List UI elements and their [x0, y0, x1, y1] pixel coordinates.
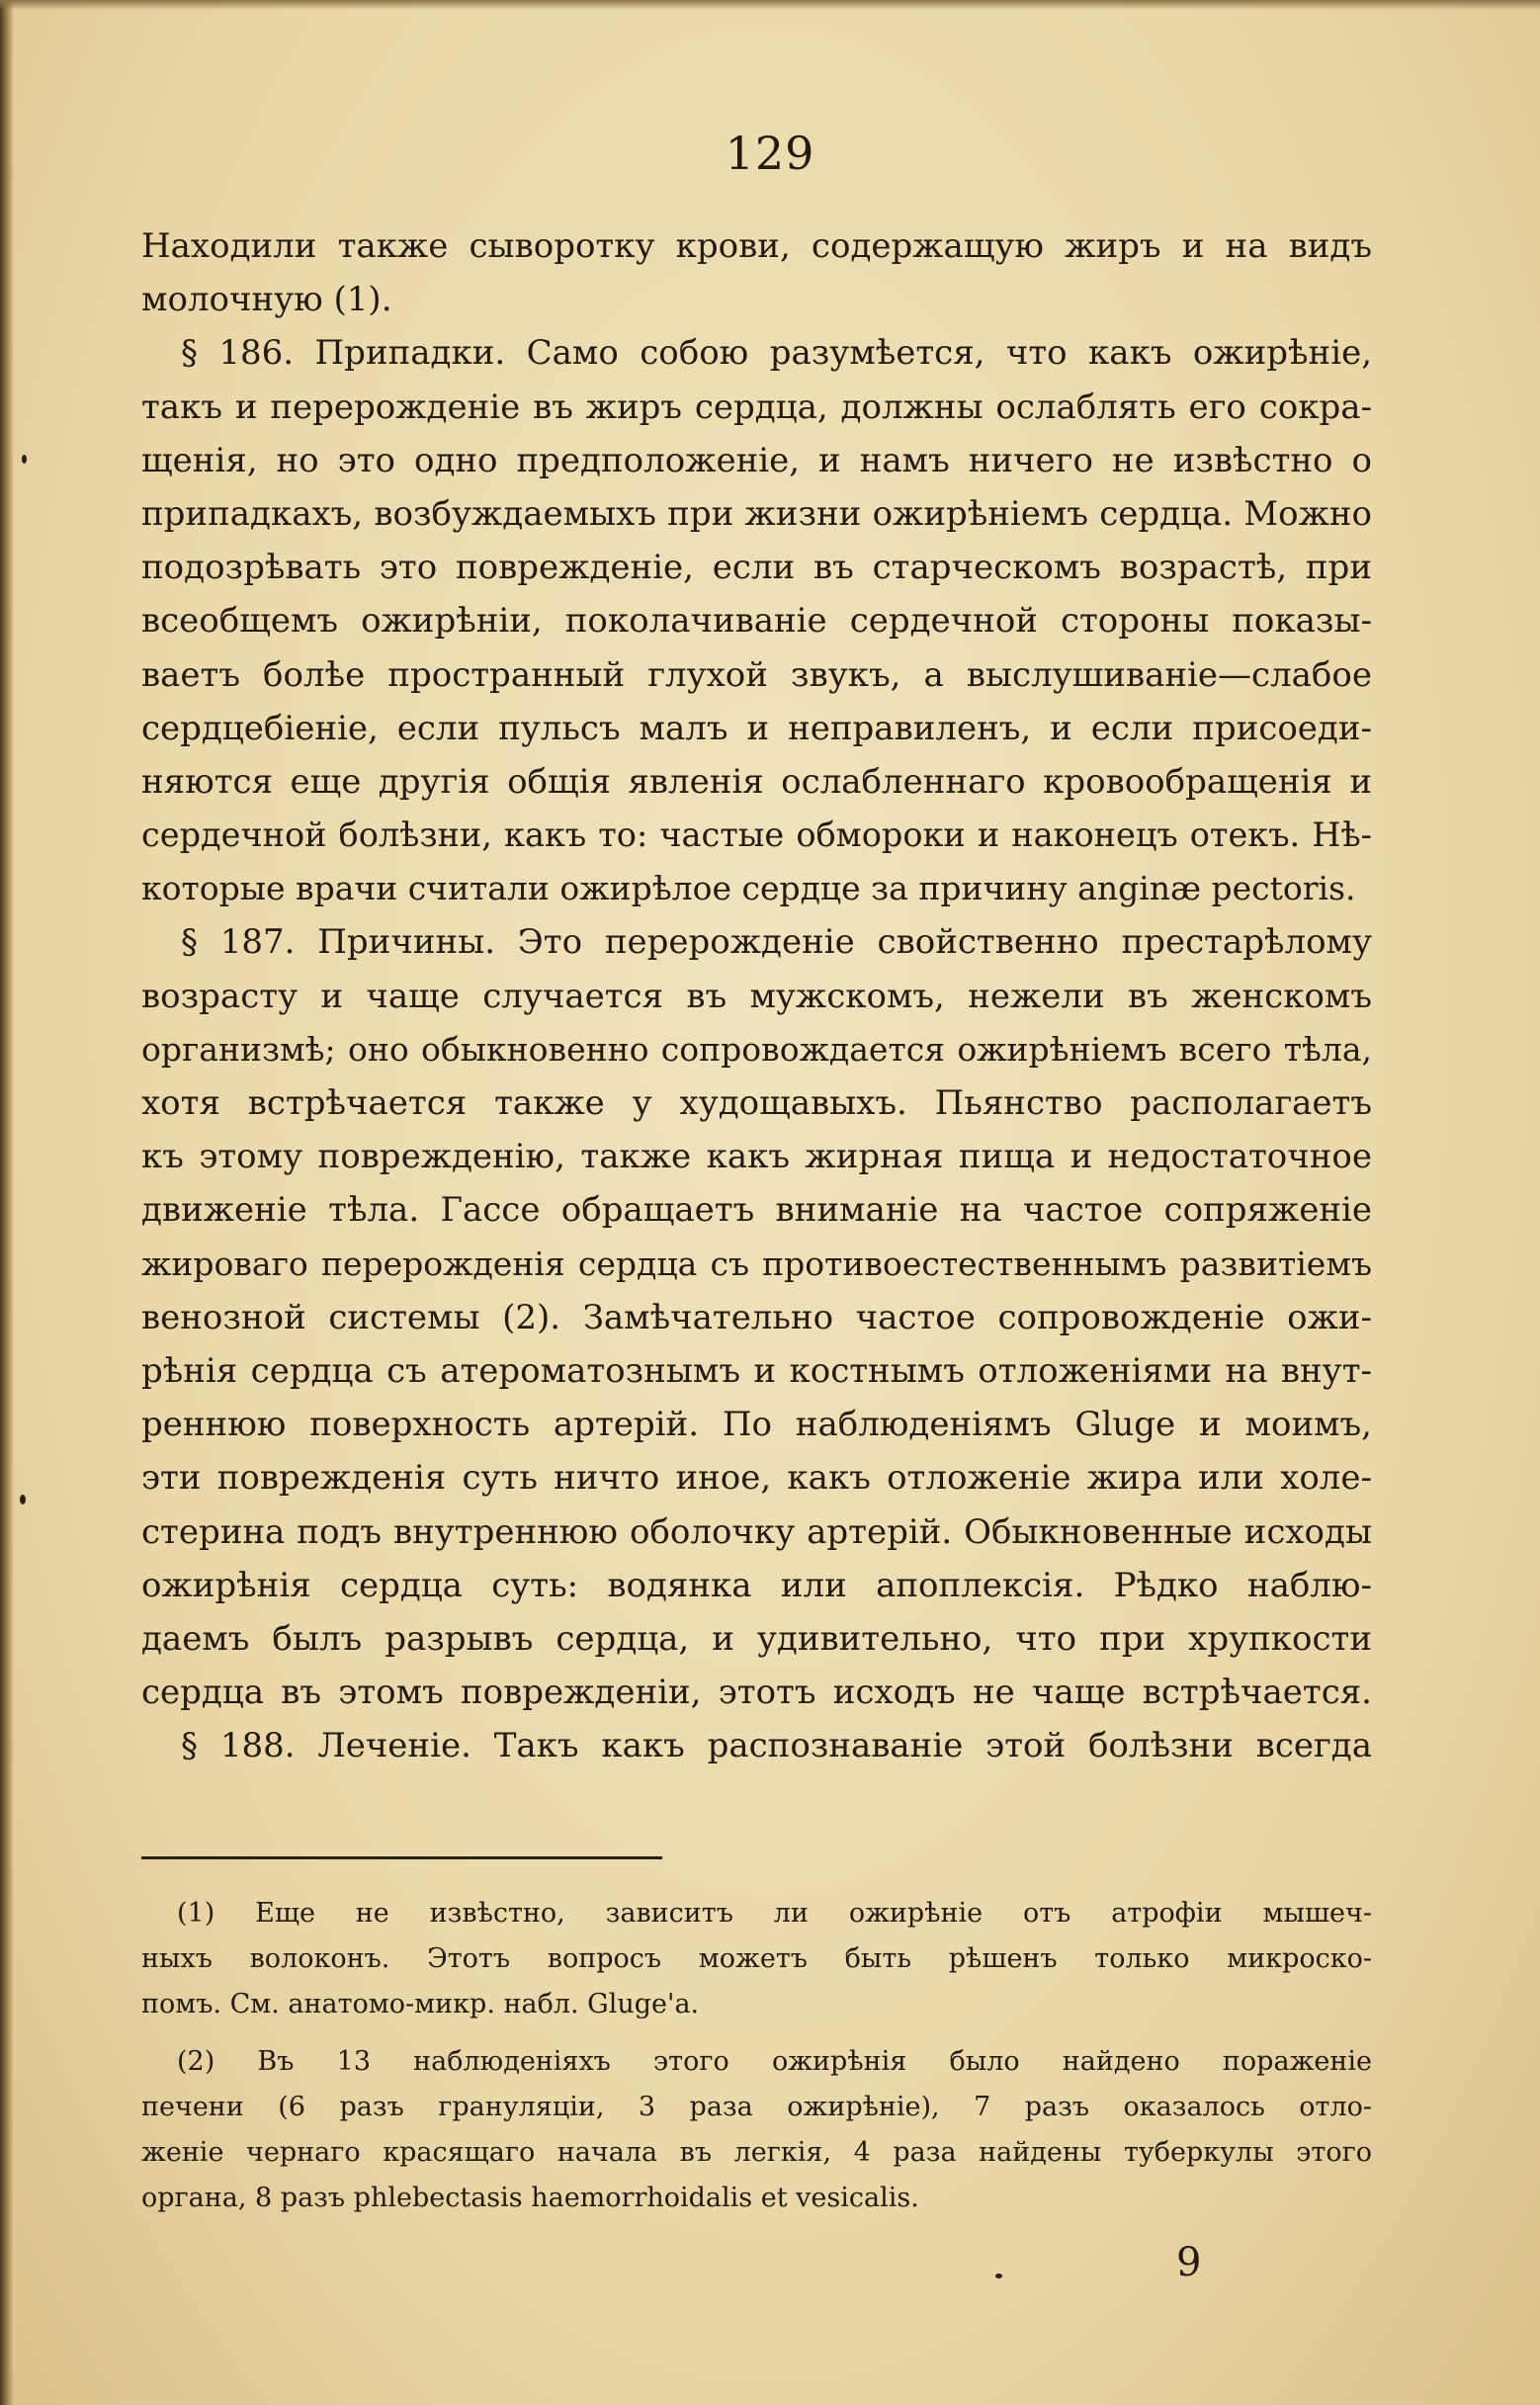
footnote-2-line: женіе чернаго красящаго начала въ легкія, 4 раза найдены туберкулы этого: [141, 2137, 1372, 2168]
ink-speck: [22, 455, 27, 464]
page-top-shadow: [0, 0, 1540, 10]
body-text: [141, 219, 1372, 1772]
text-line: эти поврежденія суть ничто иное, какъ отложеніе жира или холе-: [141, 1458, 1372, 1499]
ink-speck: [20, 1495, 26, 1504]
text-line: сердечной болѣзни, какъ то: частые обмороки и наконецъ отекъ. Нѣ-: [141, 816, 1372, 855]
text-line: щенія, но это одно предположеніе, и намъ ничего не извѣстно о: [141, 440, 1372, 480]
ink-speck: [995, 2274, 1002, 2278]
text-line: молочную (1).: [141, 280, 392, 320]
text-line: даемъ былъ разрывъ сердца, и удивительно, что при хрупкости: [141, 1618, 1372, 1659]
text-line: сердца въ этомъ поврежденіи, этотъ исходъ не чаще встрѣчается.: [141, 1673, 1372, 1713]
text-line: которые врачи считали ожирѣлое сердце за причину anginæ pectoris.: [141, 869, 1356, 908]
footnote-2-line: печени (6 разъ грануляціи, 3 раза ожирѣніе), 7 разъ оказалось отло-: [141, 2092, 1372, 2122]
section-188-heading-line: § 188. Леченіе. Такъ какъ распознаваніе этой болѣзни всегда: [181, 1726, 1372, 1766]
text-line: всеобщемъ ожирѣніи, поколачиваніе сердечной стороны показы-: [141, 601, 1372, 642]
text-line: подозрѣвать это поврежденіе, если въ старческомъ возрастѣ, при: [141, 548, 1372, 588]
text-line: хотя встрѣчается также у худощавыхъ. Пьянство располагаетъ: [141, 1083, 1372, 1123]
section-186-heading-line: § 186. Припадки. Само собою разумѣется, что какъ ожирѣніе,: [181, 333, 1372, 374]
footnote-1-line: (1) Еще не извѣстно, зависитъ ли ожирѣніе отъ атрофіи мышеч-: [177, 1898, 1372, 1929]
text-line: такъ и перерожденіе въ жиръ сердца, должны ослаблять его сокра-: [141, 387, 1372, 427]
page-number: 129: [725, 127, 815, 180]
text-line: сердцебіеніе, если пульсъ малъ и неправиленъ, и если присоеди-: [141, 708, 1372, 748]
section-187-heading-line: § 187. Причины. Это перерожденіе свойственно престарѣлому: [181, 922, 1372, 963]
text-line: стерина подъ внутреннюю оболочку артерій. Обыкновенные исходы: [141, 1511, 1372, 1552]
text-line: ожирѣнія сердца суть: водянка или апоплексія. Рѣдко наблю-: [141, 1565, 1372, 1605]
footnotes: [141, 1891, 1372, 2221]
footnote-divider: [141, 1856, 662, 1859]
text-line: Находили также сыворотку крови, содержащую жиръ и на видъ: [141, 226, 1372, 266]
text-line: организмѣ; оно обыкновенно сопровождается ожирѣніемъ всего тѣла,: [141, 1029, 1372, 1069]
text-line: движеніе тѣла. Гассе обращаетъ вниманіе на частое сопряженіе: [141, 1190, 1372, 1231]
text-line: жироваго перерожденія сердца съ противоестественнымъ развитіемъ: [141, 1244, 1372, 1283]
text-line: няются еще другія общія явленія ослабленнаго кровообращенія и: [141, 761, 1372, 802]
text-line: возрасту и чаще случается въ мужскомъ, нежели въ женскомъ: [141, 976, 1372, 1016]
text-line: припадкахъ, возбуждаемыхъ при жизни ожирѣніемъ сердца. Можно: [141, 493, 1372, 534]
page-edge-shadow: [0, 0, 14, 2405]
footnote-1-line: помъ. См. анатомо-микр. набл. Gluge'а.: [141, 1989, 700, 2019]
text-line: рѣнія сердца съ атероматознымъ и костнымъ отложеніями на внут-: [141, 1350, 1372, 1391]
text-line: къ этому поврежденію, также какъ жирная пища и недостаточное: [141, 1137, 1372, 1177]
footnote-2-line: (2) Въ 13 наблюденіяхъ этого ожирѣнія было найдено пораженіе: [177, 2046, 1372, 2077]
text-line: венозной системы (2). Замѣчательно частое сопровожденіе ожи-: [141, 1297, 1372, 1337]
footnote-2-line: органа, 8 разъ phlebectasis haemorrhoidalis et vesicalis.: [141, 2183, 919, 2213]
signature-mark: 9: [1176, 2240, 1202, 2285]
text-line: ваетъ болѣе пространный глухой звукъ, а выслушиваніе—слабое: [141, 654, 1372, 695]
text-line: реннюю поверхность артерій. По наблюденіямъ Gluge и моимъ,: [141, 1405, 1372, 1445]
footnote-1-line: ныхъ волоконъ. Этотъ вопросъ можетъ быть рѣшенъ только микроско-: [141, 1943, 1372, 1974]
